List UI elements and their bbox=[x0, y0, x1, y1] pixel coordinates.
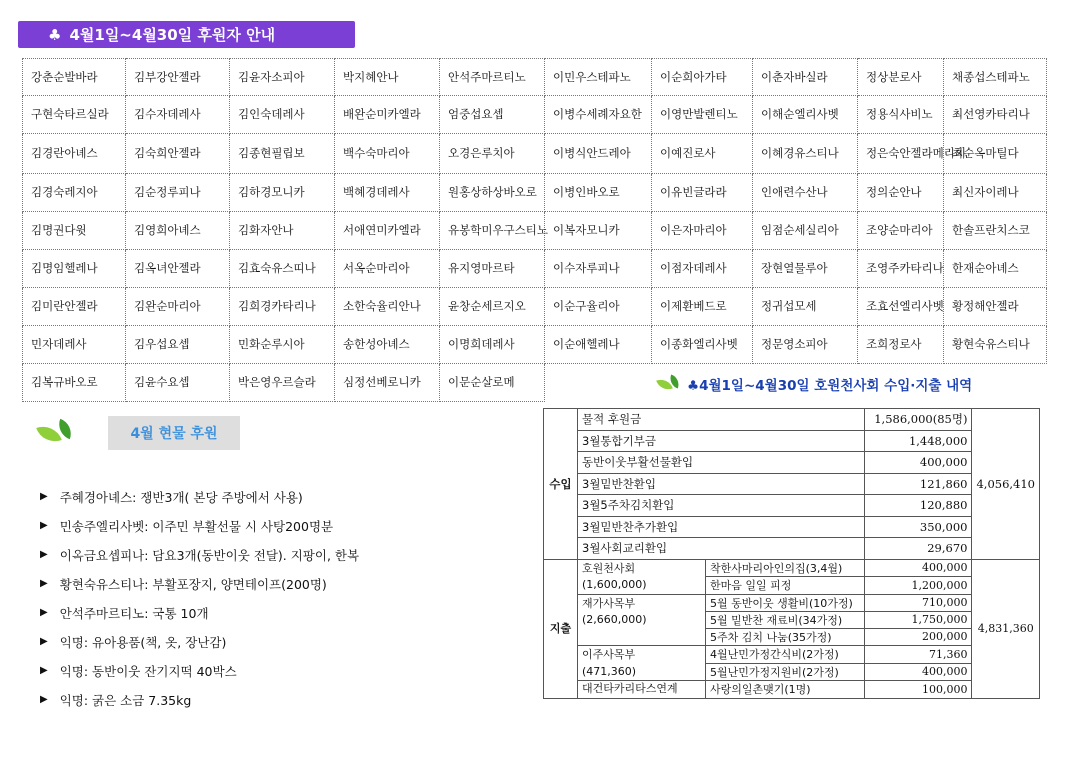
donor-cell: 김효숙유스띠나 bbox=[230, 250, 335, 288]
donor-cell: 김윤수요셉 bbox=[126, 364, 230, 402]
expense-item: 5월 밑반찬 재료비(34가정) bbox=[706, 611, 865, 628]
donor-cell: 이수자루피나 bbox=[545, 250, 652, 288]
table-row bbox=[544, 646, 1040, 664]
table-row bbox=[544, 409, 1040, 431]
donor-cell: 이제환베드로 bbox=[652, 288, 753, 326]
donor-cell: 김명임헬레나 bbox=[22, 250, 126, 288]
donor-cell: 백혜경데레사 bbox=[335, 174, 440, 212]
donor-cell: 김완순마리아 bbox=[126, 288, 230, 326]
list-item bbox=[40, 656, 359, 685]
expense-amount: 400,000 bbox=[865, 559, 972, 577]
expense-item: 착한사마리아인의집(3,4월) bbox=[706, 559, 865, 577]
donor-cell: 원홍상하상바오로 bbox=[440, 174, 545, 212]
list-item bbox=[40, 627, 359, 656]
donor-cell: 안석주마르티노 bbox=[440, 58, 545, 96]
donor-cell: 정용식사비노 bbox=[858, 96, 944, 134]
table-row bbox=[544, 452, 1040, 474]
donor-banner bbox=[18, 21, 355, 48]
donor-cell: 김영희아녜스 bbox=[126, 212, 230, 250]
finance-title: ♣4월1일~4월30일 호원천사회 수입·지출 내역 bbox=[687, 378, 973, 394]
donor-cell: 한솔프란치스코 bbox=[944, 212, 1047, 250]
donor-cell: 민자데레사 bbox=[22, 326, 126, 364]
in-kind-list bbox=[40, 482, 359, 714]
expense-amount: 1,200,000 bbox=[865, 577, 972, 595]
triangle-bullet-icon: ▶ bbox=[40, 636, 48, 647]
donor-cell: 김수자데레사 bbox=[126, 96, 230, 134]
list-item-text: 주혜경아녜스: 쟁반3개( 본당 주방에서 사용) bbox=[59, 489, 303, 505]
expense-amount: 100,000 bbox=[865, 681, 972, 699]
donor-cell: 송한성아녜스 bbox=[335, 326, 440, 364]
donor-cell: 윤창순세르지오 bbox=[440, 288, 545, 326]
income-item: 3월통합기부금 bbox=[578, 430, 865, 452]
donor-cell: 최순옥마틸다 bbox=[944, 134, 1047, 174]
donor-cell: 이명희데레사 bbox=[440, 326, 545, 364]
donor-cell: 이병수세례자요한 bbox=[545, 96, 652, 134]
triangle-bullet-icon: ▶ bbox=[40, 607, 48, 618]
donor-cell: 정문영소피아 bbox=[753, 326, 858, 364]
expense-amount: 400,000 bbox=[865, 663, 972, 681]
triangle-bullet-icon: ▶ bbox=[40, 549, 48, 560]
donor-cell: 김우섭요셉 bbox=[126, 326, 230, 364]
donor-cell: 조양순마리아 bbox=[858, 212, 944, 250]
donor-cell: 최신자이레나 bbox=[944, 174, 1047, 212]
donor-cell: 서애연미카엘라 bbox=[335, 212, 440, 250]
donor-cell: 김화자안나 bbox=[230, 212, 335, 250]
donor-cell: 이순구율리아 bbox=[545, 288, 652, 326]
expense-group-name: 이주사목부 bbox=[582, 648, 636, 662]
income-total: 4,056,410 bbox=[972, 409, 1040, 560]
donor-cell: 김윤자소피아 bbox=[230, 58, 335, 96]
donor-cell: 김경숙레지아 bbox=[22, 174, 126, 212]
club-icon: ♣ bbox=[48, 25, 62, 44]
expense-group-name: 대건타카리타스연계 bbox=[582, 682, 678, 696]
donor-cell: 최선영카타리나 bbox=[944, 96, 1047, 134]
donor-cell: 정상분로사 bbox=[858, 58, 944, 96]
income-item: 3월밑반찬추가환입 bbox=[578, 516, 865, 538]
donor-cell: 오경은루치아 bbox=[440, 134, 545, 174]
donor-cell: 조희정로사 bbox=[858, 326, 944, 364]
triangle-bullet-icon: ▶ bbox=[40, 578, 48, 589]
income-amount: 121,860 bbox=[865, 473, 972, 495]
donor-cell: 강춘순발바라 bbox=[22, 58, 126, 96]
donor-cell: 김경란아녜스 bbox=[22, 134, 126, 174]
triangle-bullet-icon: ▶ bbox=[40, 665, 48, 676]
donor-cell: 심정선베로니카 bbox=[335, 364, 440, 402]
donor-cell: 박은영우르슬라 bbox=[230, 364, 335, 402]
income-item: 3월밑반찬환입 bbox=[578, 473, 865, 495]
donor-cell: 유봉학미우구스티노 bbox=[440, 212, 545, 250]
donor-cell: 김순정루피나 bbox=[126, 174, 230, 212]
donor-cell: 이순희아가타 bbox=[652, 58, 753, 96]
donor-cell: 정의순안나 bbox=[858, 174, 944, 212]
donor-cell: 장현열물루아 bbox=[753, 250, 858, 288]
donor-cell: 엄중섭요셉 bbox=[440, 96, 545, 134]
list-item bbox=[40, 598, 359, 627]
table-row bbox=[544, 430, 1040, 452]
donor-cell: 이영만발렌티노 bbox=[652, 96, 753, 134]
donor-cell: 박지혜안나 bbox=[335, 58, 440, 96]
in-kind-title: 4월 현물 후원 bbox=[130, 426, 218, 442]
donor-cell: 황현숙유스티나 bbox=[944, 326, 1047, 364]
donor-cell: 소한숙율리안나 bbox=[335, 288, 440, 326]
donor-cell: 김미란안젤라 bbox=[22, 288, 126, 326]
expense-group-subtotal: (1,600,000) bbox=[582, 578, 647, 591]
donor-cell: 김인숙데레사 bbox=[230, 96, 335, 134]
donor-cell: 조효선엘리사벳 bbox=[858, 288, 944, 326]
donor-cell: 백수숙마리아 bbox=[335, 134, 440, 174]
donor-cell: 김복규바오로 bbox=[22, 364, 126, 402]
income-item: 3월사회교리환입 bbox=[578, 538, 865, 560]
income-label: 수입 bbox=[544, 409, 578, 560]
finance-table bbox=[543, 408, 1040, 699]
expense-label: 지출 bbox=[544, 559, 578, 698]
expense-group bbox=[578, 646, 706, 681]
income-amount: 29,670 bbox=[865, 538, 972, 560]
donor-cell: 김부강안젤라 bbox=[126, 58, 230, 96]
list-item-text: 이옥금요셉피나: 담요3개(동반이웃 전달). 지팡이, 한복 bbox=[59, 547, 360, 563]
expense-group-name: 호원천사회 bbox=[582, 561, 636, 575]
donor-cell: 이민우스테파노 bbox=[545, 58, 652, 96]
income-item: 물적 후원금 bbox=[578, 409, 865, 431]
donor-cell: 이해순엘리사벳 bbox=[753, 96, 858, 134]
expense-group-subtotal: (471,360) bbox=[582, 664, 637, 678]
donor-cell: 인애련수산나 bbox=[753, 174, 858, 212]
expense-item: 5월 동반이웃 생활비(10가정) bbox=[706, 594, 865, 611]
donor-cell: 구현숙타르실라 bbox=[22, 96, 126, 134]
donor-grid bbox=[22, 58, 1047, 402]
income-amount: 1,448,000 bbox=[865, 430, 972, 452]
triangle-bullet-icon: ▶ bbox=[40, 520, 48, 531]
table-row bbox=[544, 559, 1040, 577]
leaf-icon bbox=[657, 375, 683, 393]
donor-cell: 이병인바오로 bbox=[545, 174, 652, 212]
list-item-text: 익명: 굵은 소금 7.35kg bbox=[59, 692, 192, 708]
income-amount: 120,880 bbox=[865, 495, 972, 517]
list-item bbox=[40, 685, 359, 714]
expense-amount: 71,360 bbox=[865, 646, 972, 664]
table-row bbox=[544, 495, 1040, 517]
expense-item: 5주차 김치 나눔(35가정) bbox=[706, 628, 865, 645]
table-row bbox=[544, 594, 1040, 611]
expense-amount: 1,750,000 bbox=[865, 611, 972, 628]
expense-group bbox=[578, 594, 706, 646]
list-item bbox=[40, 482, 359, 511]
donor-cell: 이문순살로메 bbox=[440, 364, 545, 402]
expense-group-subtotal: (2,660,000) bbox=[582, 613, 647, 626]
donor-cell: 정은숙안젤라메리치 bbox=[858, 134, 944, 174]
expense-item: 4월난민가정간식비(2가정) bbox=[706, 646, 865, 664]
donor-cell: 이은자마리아 bbox=[652, 212, 753, 250]
donor-cell: 서옥순마리아 bbox=[335, 250, 440, 288]
donor-cell: 이유빈글라라 bbox=[652, 174, 753, 212]
donor-cell: 김희경카타리나 bbox=[230, 288, 335, 326]
triangle-bullet-icon: ▶ bbox=[40, 694, 48, 705]
expense-amount: 200,000 bbox=[865, 628, 972, 645]
in-kind-heading bbox=[38, 416, 240, 450]
donor-cell: 김옥녀안젤라 bbox=[126, 250, 230, 288]
list-item-text: 민송주엘리사벳: 이주민 부활선물 시 사탕200명분 bbox=[59, 518, 334, 534]
list-item-text: 안석주마르티노: 국통 10개 bbox=[59, 605, 209, 621]
income-item: 3월5주차김치환입 bbox=[578, 495, 865, 517]
donor-cell: 김종현필립보 bbox=[230, 134, 335, 174]
donor-cell: 민화순루시아 bbox=[230, 326, 335, 364]
income-amount: 1,586,000(85명) bbox=[865, 409, 972, 431]
donor-cell: 김하경모니카 bbox=[230, 174, 335, 212]
income-amount: 350,000 bbox=[865, 516, 972, 538]
expense-amount: 710,000 bbox=[865, 594, 972, 611]
table-row bbox=[544, 538, 1040, 560]
finance-heading bbox=[657, 374, 972, 394]
table-row bbox=[544, 681, 1040, 699]
leaf-icon bbox=[38, 419, 78, 447]
donor-cell: 이춘자바실라 bbox=[753, 58, 858, 96]
list-item-text: 익명: 동반이웃 잔기지떡 40박스 bbox=[59, 663, 237, 679]
expense-item: 한마음 일일 피정 bbox=[706, 577, 865, 595]
table-row bbox=[544, 516, 1040, 538]
donor-cell: 김명권다윗 bbox=[22, 212, 126, 250]
banner-title: 4월1일~4월30일 후원자 안내 bbox=[69, 26, 276, 44]
donor-cell: 김숙희안젤라 bbox=[126, 134, 230, 174]
list-item-text: 황현숙유스티나: 부활포장지, 양면테이프(200명) bbox=[59, 576, 327, 592]
donor-cell: 이순애헬레나 bbox=[545, 326, 652, 364]
donor-cell: 이복자모니카 bbox=[545, 212, 652, 250]
donor-cell: 황정해안젤라 bbox=[944, 288, 1047, 326]
expense-group bbox=[578, 559, 706, 594]
donor-cell: 채종섭스테파노 bbox=[944, 58, 1047, 96]
donor-cell: 이혜경유스티나 bbox=[753, 134, 858, 174]
table-row bbox=[544, 473, 1040, 495]
list-item bbox=[40, 511, 359, 540]
donor-cell: 조영주카타리나 bbox=[858, 250, 944, 288]
in-kind-title-box bbox=[108, 416, 240, 450]
expense-total: 4,831,360 bbox=[972, 559, 1040, 698]
donor-cell: 이병식안드레아 bbox=[545, 134, 652, 174]
donor-cell: 임점순세실리아 bbox=[753, 212, 858, 250]
donor-cell: 한재순아녜스 bbox=[944, 250, 1047, 288]
expense-item: 5월난민가정지원비(2가정) bbox=[706, 663, 865, 681]
income-item: 동반이웃부활선물환입 bbox=[578, 452, 865, 474]
list-item bbox=[40, 569, 359, 598]
expense-group bbox=[578, 681, 706, 699]
expense-item: 사랑의일촌맺기(1명) bbox=[706, 681, 865, 699]
list-item-text: 익명: 유아용품(책, 옷, 장난감) bbox=[59, 634, 227, 650]
donor-cell: 배완순미카엘라 bbox=[335, 96, 440, 134]
expense-group-name: 재가사목부 bbox=[582, 596, 636, 610]
donor-cell: 이종화엘리사벳 bbox=[652, 326, 753, 364]
triangle-bullet-icon: ▶ bbox=[40, 491, 48, 502]
donor-cell: 이예진로사 bbox=[652, 134, 753, 174]
income-amount: 400,000 bbox=[865, 452, 972, 474]
list-item bbox=[40, 540, 359, 569]
donor-cell: 정귀섭모세 bbox=[753, 288, 858, 326]
donor-cell: 이점자데레사 bbox=[652, 250, 753, 288]
donor-cell: 유지영마르타 bbox=[440, 250, 545, 288]
